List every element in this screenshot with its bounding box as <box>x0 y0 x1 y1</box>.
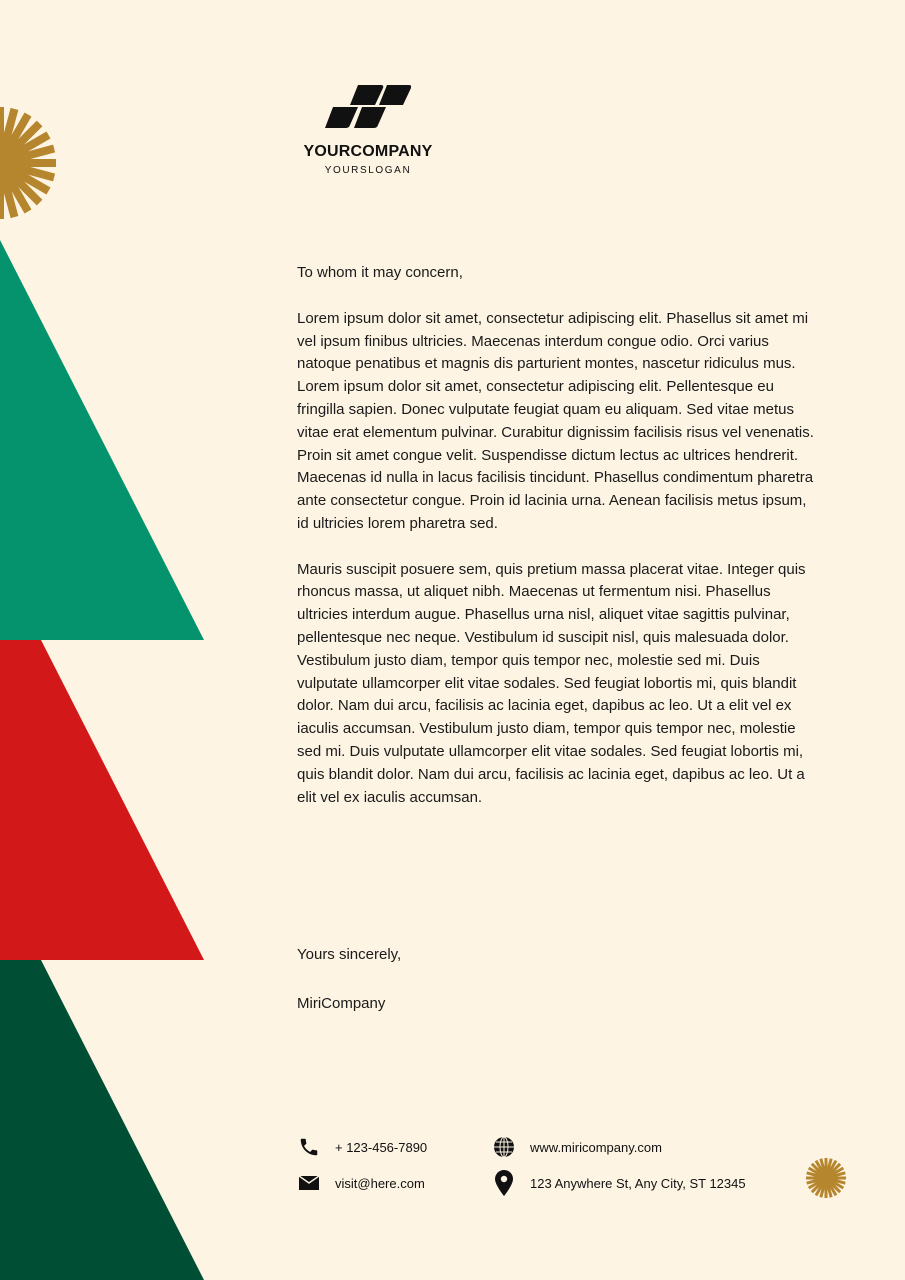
sunburst-icon-small <box>806 1158 846 1198</box>
signature: MiriCompany <box>297 995 386 1012</box>
checker-h-logo-icon <box>325 84 411 129</box>
letter-body <box>297 262 817 832</box>
company-name: YOURCOMPANY <box>303 143 433 160</box>
phone-number[interactable]: + 123-456-7890 <box>335 1139 428 1155</box>
greeting: To whom it may concern, <box>297 264 463 281</box>
envelope-icon <box>297 1171 321 1195</box>
phone-icon <box>297 1135 321 1159</box>
paragraph-1: Lorem ipsum dolor sit amet, consectetur adipiscing elit. Phasellus sit amet mi vel ipsum finibus ultricies. Maecenas interdum congue odio. Orci varius natoque penatibus et magnis dis parturient montes, nascetur ridiculus mus. Lorem ipsum dolor sit amet, consectetur adipiscing elit. Pellentesque eu fringilla sapien. Donec vulputate feugiat quam eu aliquam. Sed vitae metus vitae erat elementum pulvinar. Curabitur dignissim facilisis risus vel venenatis. Proin sit amet congue velit. Suspendisse dictum lectus ac ultrices hendrerit. Maecenas id nulla in lacus facilisis tincidunt. Phasellus condimentum pharetra ante consectetur congue. Proin id lacinia urna. Aenean facilisis metus ipsum, id ultricies lorem pharetra sed. <box>297 309 814 532</box>
contact-address <box>492 1171 746 1195</box>
address-text: 123 Anywhere St, Any City, ST 12345 <box>530 1175 746 1191</box>
green-triangle <box>0 240 204 640</box>
company-slogan: YOURSLOGAN <box>324 165 412 176</box>
email-address[interactable]: visit@here.com <box>335 1175 425 1191</box>
contact-phone <box>297 1135 427 1159</box>
contact-website <box>492 1135 662 1159</box>
sunburst-icon-large <box>0 107 56 219</box>
red-trapezoid <box>0 640 204 960</box>
contact-email <box>297 1171 425 1195</box>
website-url[interactable]: www.miricompany.com <box>530 1139 662 1155</box>
company-logo <box>296 84 440 176</box>
paragraph-2: Mauris suscipit posuere sem, quis pretium massa placerat vitae. Integer quis rhoncus massa, ut aliquet nibh. Maecenas ut fermentum nisi. Phasellus ultricies interdum augue. Phasellus urna nisl, aliquet vitae sagittis pulvinar, pellentesque nec neque. Vestibulum id suscipit nisl, quis malesuada dolor. Vestibulum justo diam, tempor quis tempor nec, molestie sed mi. Duis vulputate ullamcorper elit vitae sodales. Sed feugiat lobortis mi, quis blandit dolor. Nam dui arcu, facilisis ac lacinia eget, dapibus ac leo. Ut a elit vel ex iaculis accumsan. Vestibulum justo diam, tempor quis tempor nec, molestie sed mi. Duis vulputate ullamcorper elit vitae sodales. Sed feugiat lobortis mi, quis blandit dolor. Nam dui arcu, facilisis ac lacinia eget, dapibus ac leo. Ut a elit vel ex iaculis accumsan. <box>297 560 806 806</box>
closing: Yours sincerely, <box>297 946 402 963</box>
location-pin-icon <box>492 1171 516 1195</box>
dark-green-trapezoid <box>0 960 204 1280</box>
globe-icon <box>492 1135 516 1159</box>
